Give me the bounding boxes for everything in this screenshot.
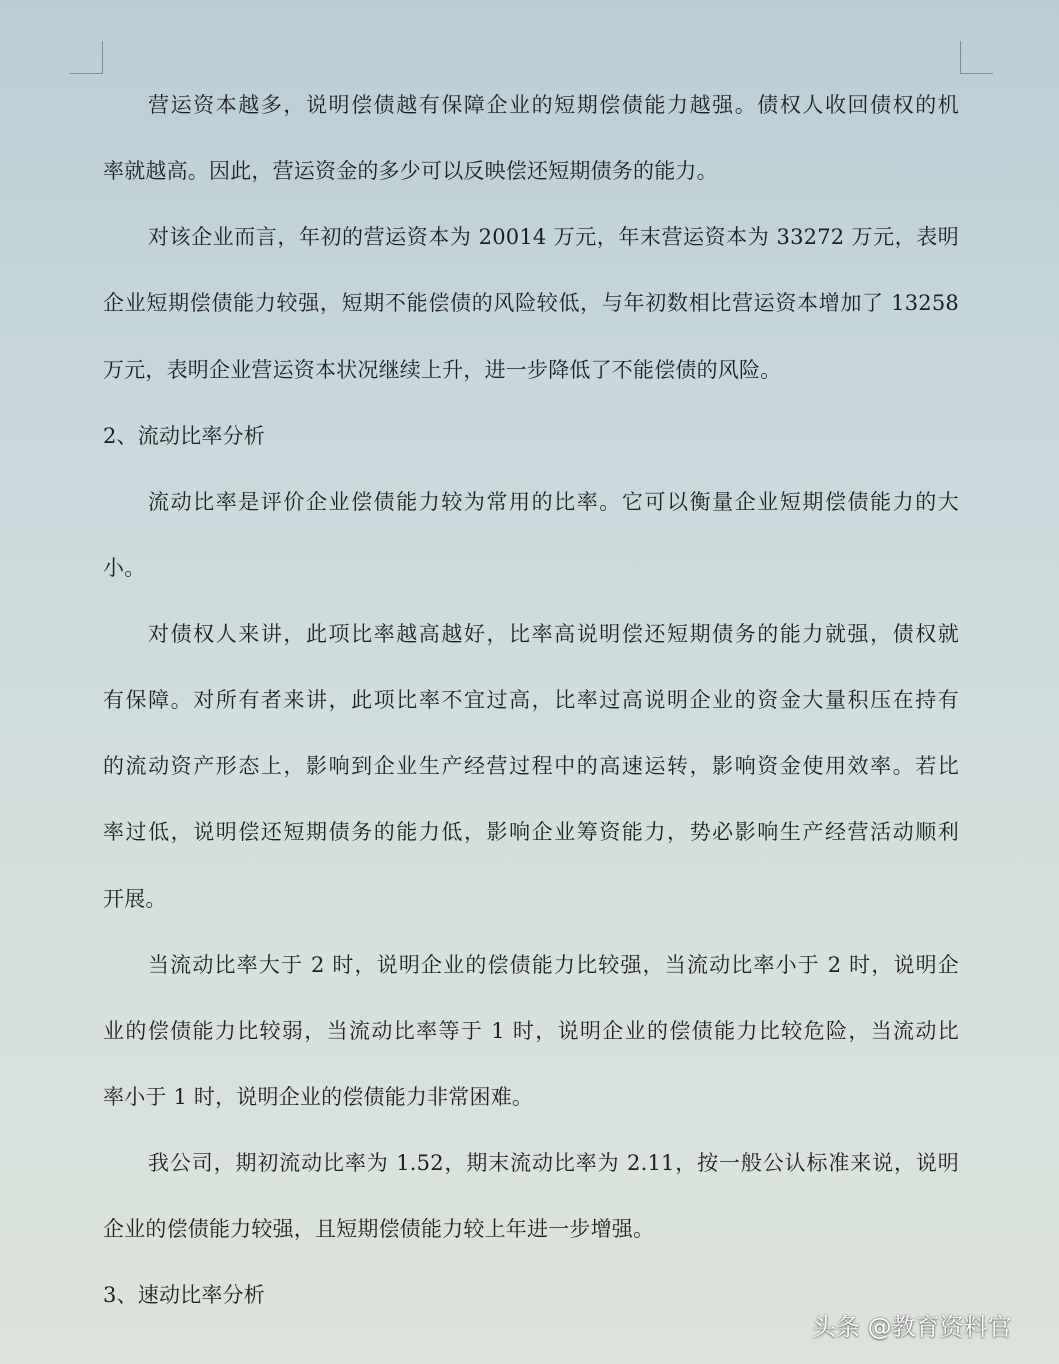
paragraph-line: 当流动比率大于 2 时，说明企业的偿债能力比较强，当流动比率小于 2 时，说明企 — [148, 953, 959, 977]
paragraph-line: 的流动资产形态上，影响到企业生产经营过程中的高速运转，影响资金使用效率。若比 — [103, 754, 959, 778]
section-heading: 3、速动比率分析 — [103, 1283, 265, 1307]
paragraph-line: 开展。 — [103, 887, 167, 911]
paragraph-line: 营运资本越多，说明偿债越有保障企业的短期偿债能力越强。债权人收回债权的机 — [148, 93, 959, 117]
paragraph-line: 率过低，说明偿还短期债务的能力低，影响企业筹资能力，势必影响生产经营活动顺利 — [103, 820, 959, 844]
paragraph-line: 率就越高。因此，营运资金的多少可以反映偿还短期债务的能力。 — [103, 159, 718, 183]
paragraph-line: 我公司，期初流动比率为 1.52，期末流动比率为 2.11，按一般公认标准来说，说明 — [148, 1151, 959, 1175]
paragraph-line: 小。 — [103, 556, 146, 580]
paragraph-line: 对该企业而言，年初的营运资本为 20014 万元，年末营运资本为 33272 万元，表明 — [148, 225, 959, 249]
section-heading: 2、流动比率分析 — [103, 424, 265, 448]
paragraph-line: 率小于 1 时，说明企业的偿债能力非常困难。 — [103, 1085, 534, 1109]
paragraph-line: 企业短期偿债能力较强，短期不能偿债的风险较低，与年初数相比营运资本增加了 13258 — [103, 291, 959, 315]
watermark-text: 头条 @教育资料官 — [812, 1313, 1012, 1341]
crop-mark-top-right — [960, 41, 993, 74]
paragraph-line: 万元，表明企业营运资本状况继续上升，进一步降低了不能偿债的风险。 — [103, 358, 782, 382]
paragraph-line: 企业的偿债能力较强，且短期偿债能力较上年进一步增强。 — [103, 1217, 655, 1241]
paragraph-line: 对债权人来讲，此项比率越高越好，比率高说明偿还短期债务的能力就强，债权就 — [148, 622, 959, 646]
crop-mark-top-left — [70, 41, 103, 74]
paragraph-line: 业的偿债能力比较弱，当流动比率等于 1 时，说明企业的偿债能力比较危险，当流动比 — [103, 1019, 959, 1043]
paragraph-line: 流动比率是评价企业偿债能力较为常用的比率。它可以衡量企业短期偿债能力的大 — [148, 490, 959, 514]
paragraph-line: 有保障。对所有者来讲，此项比率不宜过高，比率过高说明企业的资金大量积压在持有 — [103, 688, 959, 712]
